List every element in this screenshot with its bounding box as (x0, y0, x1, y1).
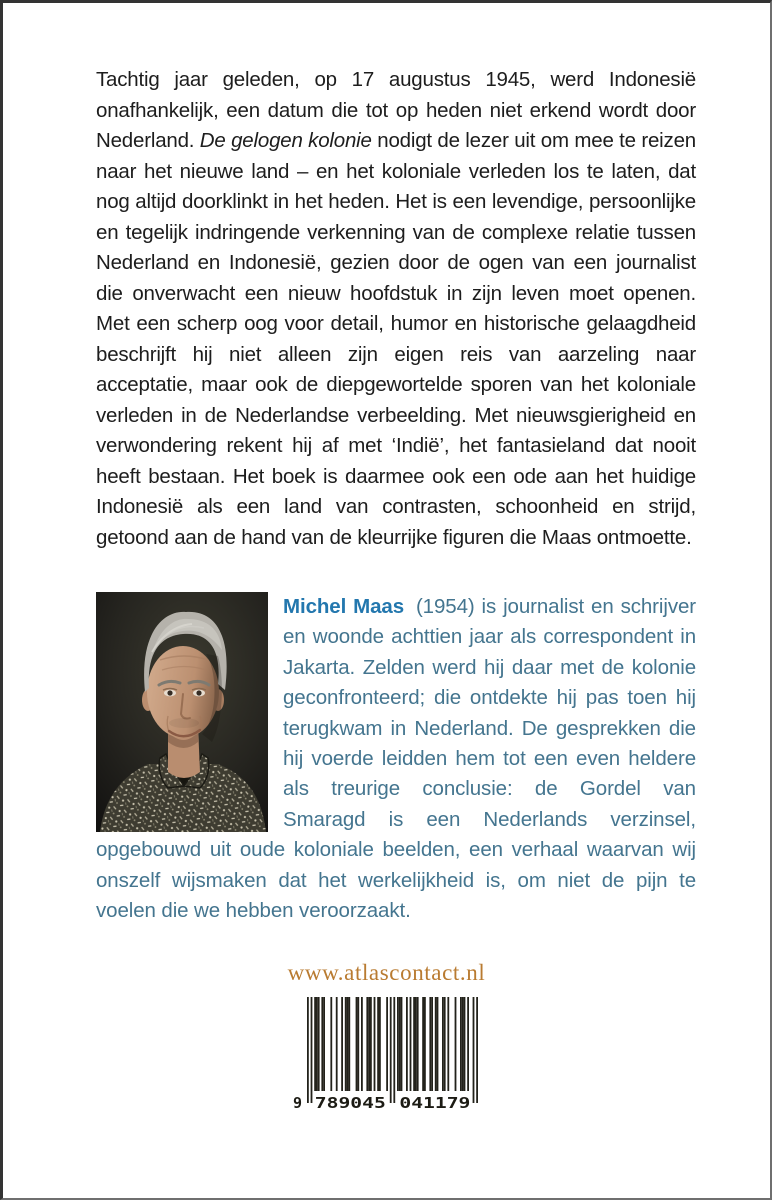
isbn-barcode (291, 995, 483, 1115)
svg-text:789045: 789045 (314, 1094, 386, 1112)
synopsis-text-2: nodigt de lezer uit om mee te reizen naar het nieuwe land – en het koloniale verleden los te laten, dat nog altijd doorklinkt in het heden. Het is een levendige, persoonlijke en tegelijk indringende verkenning van de complexe relatie tussen Nederland en Indonesië, gezien door de ogen van een journalist die onverwacht een nieuw hoofdstuk in zijn leven moet openen. Met een scherp oog voor detail, humor en historische gelaagdheid beschrijft hij niet alleen zijn eigen reis van aarzeling naar acceptatie, maar ook de diepgewortelde sporen van het koloniale verleden in de Nederlandse verbeelding. Met nieuwsgierigheid en verwondering rekent hij af met ‘Indië’, het fantasieland dat nooit heeft bestaan. Het boek is daarmee ook een ode aan het huidige Indonesië als een land van contrasten, schoonheid en strijd, getoond aan de hand van de kleurrijke figuren die Maas ontmoette. (96, 129, 696, 549)
author-bio-section (96, 592, 696, 926)
book-title-italic: De gelogen kolonie (199, 129, 372, 152)
author-name: Michel Maas (283, 595, 405, 618)
svg-text:9: 9 (292, 1094, 302, 1112)
synopsis-text-1: Tachtig jaar geleden, op 17 augustus 1945, werd Indonesië onafhankelijk, een datum die tot op heden niet erkend wordt door Nederland. (96, 68, 696, 152)
isbn-barcode-block (291, 995, 483, 1120)
publisher-website: www.atlascontact.nl (287, 960, 486, 985)
author-bio-text: (1954) is journalist en schrijver en woonde achttien jaar als correspondent in Jakarta. Zelden werd hij daar met de kolonie geconfronteerd; die ontdekte hij pas toen hij terugkwam in Nederland. De gesprekken die hij voerde leidden hem tot een even heldere als treurige conclusie: de Gordel van Smaragd is een Nederlands verzinsel, opgebouwd uit oude koloniale beelden, een verhaal waarvan wij onszelf wijsmaken dat het werkelijkheid is, om niet de pijn te voelen die we hebben veroorzaakt. (96, 595, 696, 923)
svg-text:041179: 041179 (398, 1094, 470, 1112)
synopsis-paragraph (96, 65, 696, 553)
author-photo (96, 592, 268, 832)
